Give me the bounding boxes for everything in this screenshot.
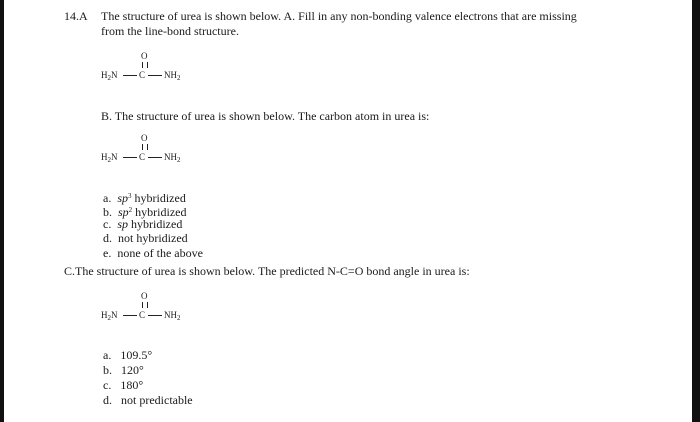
- double-bond: [142, 302, 148, 308]
- single-bond-left: [123, 157, 137, 158]
- question-14c-prompt: C.The structure of urea is shown below. The predicted N-C=O bond angle in urea is:: [64, 264, 470, 278]
- option-c-b: b. 120°: [103, 363, 144, 377]
- option-b-d: d. not hybridized: [103, 231, 188, 245]
- single-bond-right: [148, 75, 162, 76]
- left-amine: $H_2N$: [101, 310, 118, 322]
- left-amine: $H_2N$: [101, 152, 118, 164]
- oxygen-atom: O: [141, 51, 148, 61]
- question-14a-line2: from the line-bond structure.: [101, 24, 239, 38]
- option-c-d: d. not predictable: [103, 393, 193, 407]
- right-border: [692, 0, 700, 422]
- right-amine: $NH_2$: [164, 310, 181, 322]
- option-c-c: c. 180°: [103, 378, 144, 392]
- oxygen-atom: O: [141, 133, 148, 143]
- urea-structure-1: [101, 51, 221, 87]
- question-14b-prompt: B. The structure of urea is shown below. The carbon atom in urea is:: [101, 109, 430, 123]
- option-c-a: a. 109.5°: [103, 348, 153, 362]
- left-border: [0, 0, 4, 422]
- right-amine: $NH_2$: [164, 152, 181, 164]
- option-b-e: e. none of the above: [103, 246, 203, 260]
- option-b-c: c. sp hybridized: [103, 217, 183, 231]
- single-bond-right: [148, 315, 162, 316]
- double-bond: [142, 144, 148, 150]
- double-bond: [142, 62, 148, 68]
- option-b-b: b. $sp^2$ hybridized: [103, 205, 187, 219]
- carbon-atom: C: [139, 152, 146, 162]
- right-amine: $NH_2$: [164, 70, 181, 82]
- left-amine: $H_2N$: [101, 70, 118, 82]
- question-14a-line1: The structure of urea is shown below. A. Fill in any non-bonding valence electrons that are missing: [101, 9, 577, 23]
- single-bond-left: [123, 75, 137, 76]
- oxygen-atom: O: [141, 291, 148, 301]
- carbon-atom: C: [139, 70, 146, 80]
- single-bond-right: [148, 157, 162, 158]
- urea-structure-3: [101, 291, 221, 327]
- option-b-a: a. $sp^3$ hybridized: [103, 191, 186, 205]
- carbon-atom: C: [139, 310, 146, 320]
- single-bond-left: [123, 315, 137, 316]
- urea-structure-2: [101, 133, 221, 169]
- question-number: 14.A: [64, 9, 88, 23]
